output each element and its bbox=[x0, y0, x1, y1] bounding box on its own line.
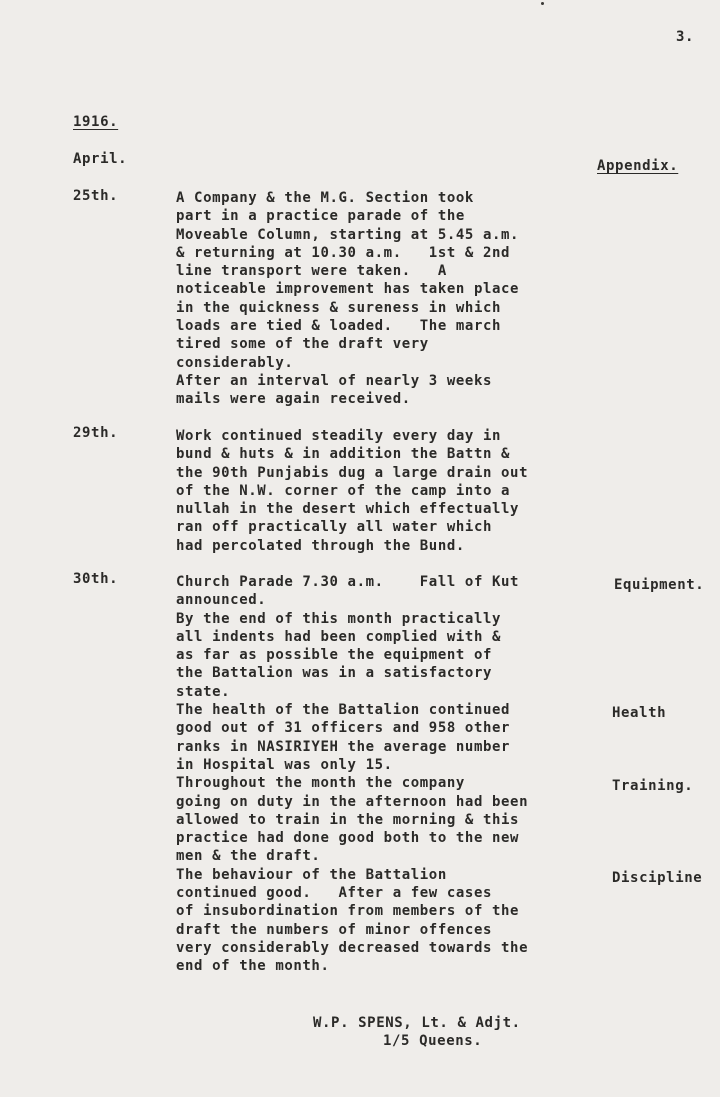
entry-line: & returning at 10.30 a.m. 1st & 2nd bbox=[176, 244, 511, 261]
entry-line: noticeable improvement has taken place bbox=[176, 281, 520, 298]
entry-line: announced. bbox=[176, 592, 267, 609]
entry-line: had percolated through the Bund. bbox=[176, 537, 465, 554]
signature-unit: 1/5 Queens. bbox=[383, 1033, 483, 1049]
entry-line: in the quickness & sureness in which bbox=[176, 299, 502, 316]
entry-line: ran off practically all water which bbox=[176, 519, 493, 536]
entry-line: Moveable Column, starting at 5.45 a.m. bbox=[176, 226, 520, 243]
entry-line: tired some of the draft very bbox=[176, 336, 429, 353]
entry-line: ranks in NASIRIYEH the average number bbox=[176, 738, 511, 755]
entry-line: By the end of this month practically bbox=[176, 610, 502, 627]
entry-line: end of the month. bbox=[176, 958, 330, 975]
year-heading: 1916. bbox=[73, 114, 119, 130]
entry-date: 25th. bbox=[73, 188, 119, 204]
entry-line: part in a practice parade of the bbox=[176, 208, 465, 225]
entry-line: the 90th Punjabis dug a large drain out bbox=[176, 464, 529, 481]
entry-line: continued good. After a few cases bbox=[176, 885, 493, 902]
entry-line: mails were again received. bbox=[176, 391, 411, 408]
signature-name: W.P. SPENS, Lt. & Adjt. bbox=[313, 1015, 521, 1031]
entry-line: going on duty in the afternoon had been bbox=[176, 793, 529, 810]
entry-line: allowed to train in the morning & this bbox=[176, 811, 520, 828]
entry-line: of the N.W. corner of the camp into a bbox=[176, 482, 511, 499]
entry-date: 30th. bbox=[73, 571, 119, 587]
entry-line: the Battalion was in a satisfactory bbox=[176, 665, 493, 682]
entry-text bbox=[176, 573, 616, 976]
entry-line: men & the draft. bbox=[176, 848, 321, 865]
margin-note-training: Training. bbox=[612, 778, 694, 794]
entry-line: draft the numbers of minor offences bbox=[176, 921, 493, 938]
entry-line: of insubordination from members of the bbox=[176, 903, 520, 920]
margin-note-equipment: Equipment. bbox=[614, 577, 705, 593]
entry-line: nullah in the desert which effectually bbox=[176, 501, 520, 518]
entry-text bbox=[176, 189, 616, 409]
entry-line: Throughout the month the company bbox=[176, 775, 465, 792]
entry-date: 29th. bbox=[73, 425, 119, 441]
margin-note-discipline: Discipline bbox=[612, 870, 703, 886]
entry-text bbox=[176, 427, 616, 555]
entry-line: Work continued steadily every day in bbox=[176, 428, 502, 444]
entry-line: good out of 31 officers and 958 other bbox=[176, 720, 511, 737]
entry-line: as far as possible the equipment of bbox=[176, 647, 493, 664]
entry-line: in Hospital was only 15. bbox=[176, 756, 393, 773]
appendix-heading: Appendix. bbox=[597, 158, 679, 174]
entry-line: The health of the Battalion continued bbox=[176, 702, 511, 719]
entry-line: bund & huts & in addition the Battn & bbox=[176, 446, 511, 463]
month-heading: April. bbox=[73, 151, 128, 167]
entry-line: practice had done good both to the new bbox=[176, 830, 520, 847]
page-number: 3. bbox=[676, 29, 695, 45]
entry-line: very considerably decreased towards the bbox=[176, 939, 529, 956]
ink-speck bbox=[541, 2, 544, 5]
entry-line: state. bbox=[176, 683, 231, 700]
entry-line: After an interval of nearly 3 weeks bbox=[176, 372, 493, 389]
entry-line: A Company & the M.G. Section took bbox=[176, 190, 474, 206]
margin-note-health: Health bbox=[612, 705, 667, 721]
entry-line: The behaviour of the Battalion bbox=[176, 866, 447, 883]
entry-line: considerably. bbox=[176, 354, 294, 371]
entry-line: line transport were taken. A bbox=[176, 263, 447, 280]
entry-line: Church Parade 7.30 a.m. Fall of Kut bbox=[176, 574, 520, 590]
entry-line: loads are tied & loaded. The march bbox=[176, 318, 502, 335]
entry-line: all indents had been complied with & bbox=[176, 628, 502, 645]
